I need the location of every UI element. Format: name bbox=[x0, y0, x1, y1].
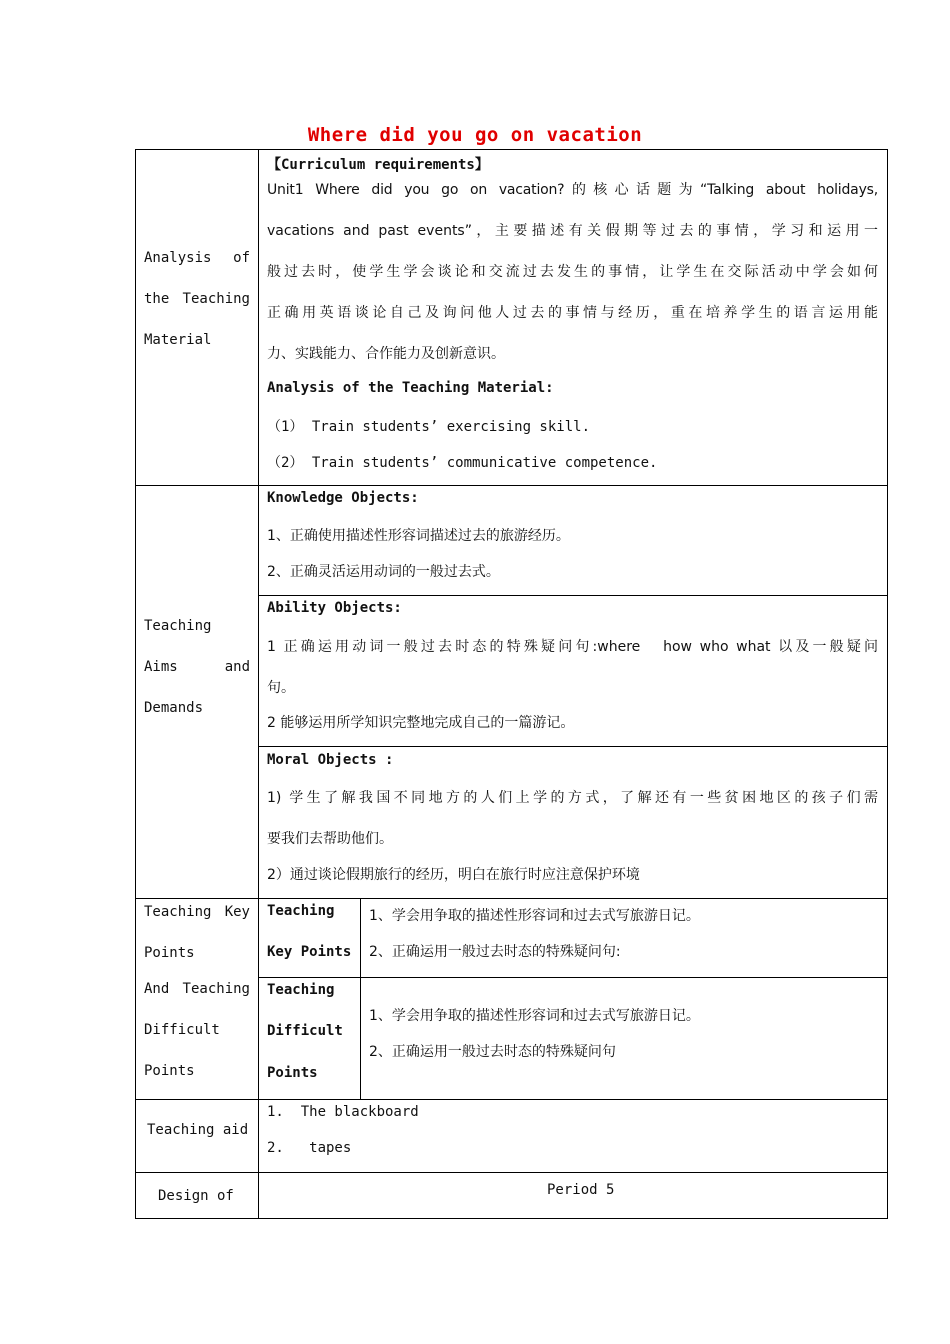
moral-line: 1) 学生了解我国不同地方的人们上学的方式，了解还有一些贫困地区的孩子们需 bbox=[267, 790, 878, 806]
paragraph-line: 正确用英语谈论自己及询问他人过去的事情与经历，重在培养学生的语言运用能 bbox=[267, 305, 878, 321]
curriculum-heading: 【Curriculum requirements】 bbox=[267, 157, 489, 173]
analysis-subheading: Analysis of the Teaching Material: bbox=[267, 380, 554, 396]
analysis-label-line: Analysis of bbox=[144, 250, 250, 266]
knowledge-heading: Knowledge Objects: bbox=[267, 490, 419, 506]
analysis-item: （1） Train students’ exercising skill. bbox=[267, 419, 591, 435]
moral-line: 2）通过谈论假期旅行的经历，明白在旅行时应注意保护环境 bbox=[267, 867, 640, 883]
key-points-label-line: Points bbox=[144, 1063, 195, 1079]
difficult-sublabel-line: Difficult bbox=[267, 1023, 343, 1039]
key-points-label-line: And Teaching bbox=[144, 981, 250, 997]
difficult-sublabel-line: Points bbox=[267, 1065, 318, 1081]
ability-line: 句。 bbox=[267, 680, 295, 696]
teaching-aid-item: 1. The blackboard bbox=[267, 1104, 419, 1120]
paragraph-line: 力、实践能力、合作能力及创新意识。 bbox=[267, 346, 505, 362]
difficult-point-item: 1、学会用争取的描述性形容词和过去式写旅游日记。 bbox=[369, 1008, 700, 1024]
analysis-item: （2） Train students’ communicative competence. bbox=[267, 455, 658, 471]
key-points-label-line: Teaching Key bbox=[144, 904, 250, 920]
key-points-label-line: Difficult bbox=[144, 1022, 220, 1038]
design-period: Period 5 bbox=[547, 1182, 615, 1198]
key-point-item: 1、学会用争取的描述性形容词和过去式写旅游日记。 bbox=[369, 908, 700, 924]
knowledge-item: 1、正确使用描述性形容词描述过去的旅游经历。 bbox=[267, 528, 570, 544]
teaching-aid-label: Teaching aid bbox=[147, 1122, 249, 1138]
aims-label-line: Teaching bbox=[144, 618, 212, 634]
knowledge-item: 2、正确灵活运用动词的一般过去式。 bbox=[267, 564, 500, 580]
analysis-label-line: the Teaching bbox=[144, 291, 250, 307]
moral-line: 要我们去帮助他们。 bbox=[267, 831, 393, 847]
paragraph-line: vacations and past events”，主要描述有关假期等过去的事情，学习和运用一 bbox=[267, 223, 878, 239]
paragraph-line: 般过去时，使学生学会谈论和交流过去发生的事情，让学生在交际活动中学会如何 bbox=[267, 264, 878, 280]
teaching-aid-item: 2. tapes bbox=[267, 1140, 352, 1156]
aims-label-line: Aims and bbox=[144, 659, 250, 675]
difficult-sublabel-line: Teaching bbox=[267, 982, 335, 998]
key-points-label-line: Points bbox=[144, 945, 195, 961]
key-point-item: 2、正确运用一般过去时态的特殊疑问句: bbox=[369, 944, 621, 960]
analysis-label-line: Material bbox=[144, 332, 212, 348]
design-label: Design of bbox=[158, 1188, 234, 1204]
difficult-point-item: 2、正确运用一般过去时态的特殊疑问句 bbox=[369, 1044, 616, 1060]
ability-heading: Ability Objects: bbox=[267, 600, 402, 616]
paragraph-line: Unit1 Where did you go on vacation?的核心话题为“Talking about holidays, bbox=[267, 182, 878, 198]
ability-line: 1 正确运用动词一般过去时态的特殊疑问句:where how who what 以及一般疑问 bbox=[267, 639, 878, 655]
document-title: Where did you go on vacation bbox=[307, 124, 643, 146]
key-sublabel-line: Key Points bbox=[267, 944, 352, 960]
aims-label-line: Demands bbox=[144, 700, 204, 716]
moral-heading: Moral Objects : bbox=[267, 752, 394, 768]
ability-line: 2 能够运用所学知识完整地完成自己的一篇游记。 bbox=[267, 715, 575, 731]
key-sublabel-line: Teaching bbox=[267, 903, 335, 919]
